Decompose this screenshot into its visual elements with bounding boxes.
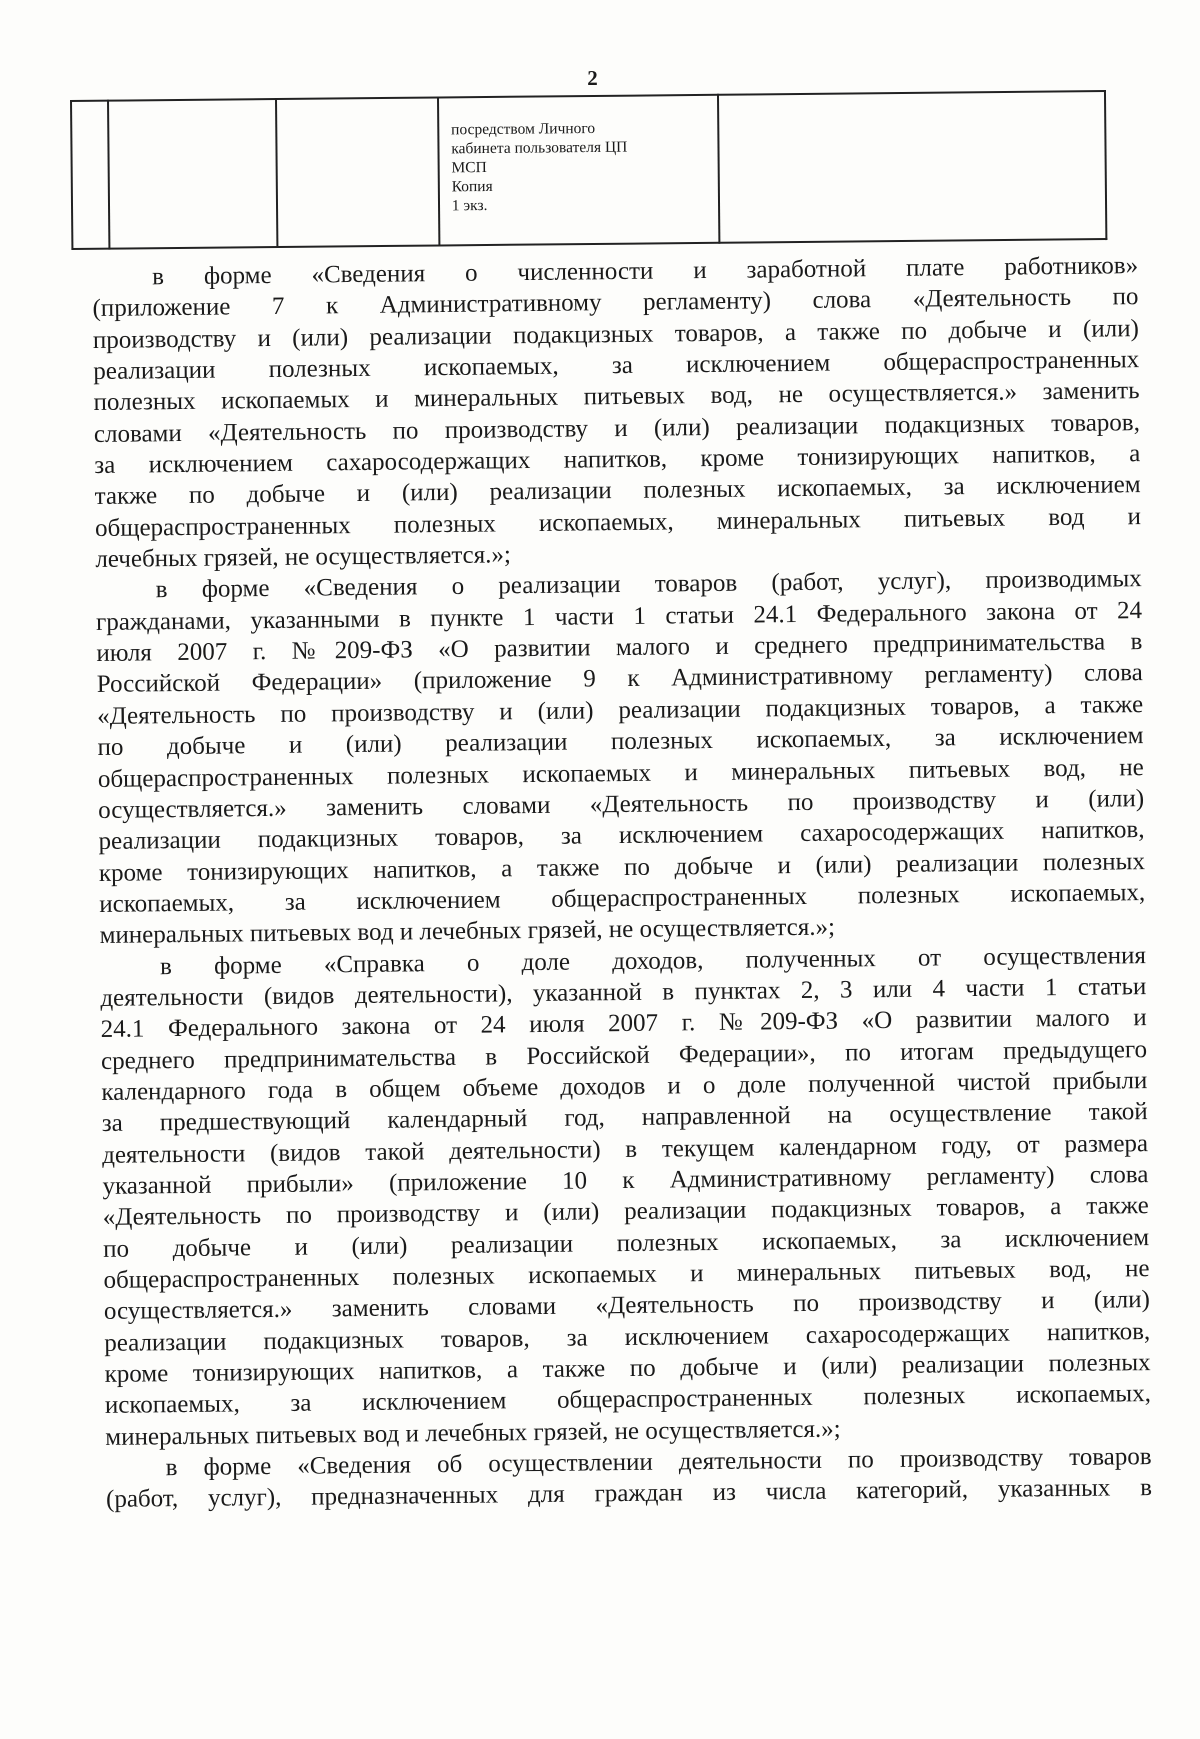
text-line: деятельности (видов деятельности), указанной в пунктах 2, 3 или 4 части 1 статьи	[100, 972, 1147, 1012]
text-line: «Деятельность по производству и (или) реализации подакцизных товаров, а также	[102, 1192, 1149, 1232]
text-line: деятельности (видов такой деятельности) в текущем календарном году, от размера	[101, 1129, 1149, 1169]
cell-line: посредством Личного	[451, 119, 596, 139]
text-line: гражданами, указанными в пункте 1 части 1 статьи 24.1 Федерального закона от 24	[95, 596, 1143, 636]
text-line: осуществляется.» заменить словами «Деятельность по производству и (или)	[103, 1286, 1150, 1326]
cell-text	[439, 96, 719, 216]
paragraph	[100, 940, 1152, 1453]
text-line: общераспространенных полезных ископаемых и минеральных питьевых вод, не	[97, 753, 1144, 793]
cell-line: кабинета пользователя ЦП	[451, 138, 628, 158]
page-number: 2	[587, 66, 598, 90]
text-line: общераспространенных полезных ископаемых, минеральных питьевых вод и	[94, 502, 1142, 542]
text-line: июля 2007 г. №209-ФЗ «О развитии малого и среднего предпринимательства в	[96, 628, 1143, 668]
text-line: в форме «Сведения об осуществлении деятельности по производству товаров	[165, 1443, 1152, 1482]
table-cell-5	[718, 91, 1106, 243]
text-line: по добыче и (или) реализации полезных ископаемых, за исключением	[97, 722, 1144, 762]
text-line: также по добыче и (или) реализации полезных ископаемых, за исключением	[94, 471, 1141, 511]
table-cell-1	[71, 101, 110, 249]
text-line: Российской Федерации» (приложение 9 к Административному регламенту) слова	[96, 659, 1143, 699]
text-line: полезных ископаемых и минеральных питьевых вод, не осуществляется.» заменить	[93, 377, 1140, 417]
continuation-table	[70, 90, 1107, 250]
text-line: лечебных грязей, не осуществляется.»;	[95, 541, 512, 574]
text-line: ископаемых, за исключением общераспространенных полезных ископаемых,	[104, 1380, 1152, 1420]
text-line: «Деятельность по производству и (или) реализации подакцизных товаров, а также	[97, 690, 1144, 730]
text-line: реализации подакцизных товаров, за исключением сахаросодержащих напитков,	[98, 816, 1145, 856]
text-line: минеральных питьевых вод и лечебных грязей, не осуществляется.»;	[105, 1415, 841, 1451]
text-line: реализации полезных ископаемых, за исключением общераспространенных	[93, 346, 1140, 386]
text-line: минеральных питьевых вод и лечебных грязей, не осуществляется.»;	[99, 913, 836, 950]
table-cell-3	[276, 97, 439, 247]
text-line: ископаемых, за исключением общераспространенных полезных ископаемых,	[99, 878, 1146, 918]
text-line: за исключением сахаросодержащих напитков, кроме тонизирующих напитков, а	[94, 440, 1141, 480]
cell-line: МСП	[451, 159, 487, 177]
paragraph	[106, 1441, 1153, 1516]
cell-line: Копия	[451, 177, 493, 196]
text-line: указанной прибыли» (приложение 10 к Административному регламенту) слова	[102, 1161, 1149, 1200]
text-line: в форме «Справка о доле доходов, полученных от осуществления	[159, 941, 1147, 980]
text-line: осуществляется.» заменить словами «Деятельность по производству и (или)	[98, 784, 1145, 824]
table-cell-4	[438, 95, 720, 246]
paragraph	[96, 564, 1146, 952]
text-line: 24.1 Федерального закона от 24 июля 2007 г. №209-ФЗ «О развитии малого и	[100, 1004, 1147, 1044]
text-line: словами «Деятельность по производству и (или) реализации подакцизных товаров,	[93, 408, 1141, 448]
body-text	[92, 250, 1152, 1516]
text-line: реализации подакцизных товаров, за исключением сахаросодержащих напитков,	[104, 1317, 1151, 1357]
text-line: (работ, услуг), предназначенных для граждан из числа категорий, указанных в	[105, 1474, 1153, 1514]
text-line: в форме «Сведения о реализации товаров (работ, услуг), производимых	[155, 565, 1142, 604]
text-line: среднего предпринимательства в Российской Федерации», по итогам предыдущего	[100, 1035, 1148, 1075]
table-row	[71, 91, 1106, 249]
text-line: общераспространенных полезных ископаемых и минеральных питьевых вод, не	[103, 1255, 1150, 1294]
text-line: производству и (или) реализации подакцизных товаров, а также по добыче и (или)	[92, 314, 1139, 354]
text-line: (приложение 7 к Административному регламенту) слова «Деятельность по	[92, 283, 1139, 323]
text-line: по добыче и (или) реализации полезных ископаемых, за исключением	[103, 1223, 1150, 1263]
text-line: за предшествующий календарный год, направленной на осуществление такой	[101, 1098, 1148, 1138]
text-line: календарного года в общем объеме доходов и о доле полученной чистой прибыли	[101, 1067, 1148, 1106]
text-line: кроме тонизирующих напитков, а также по добыче и (или) реализации полезных	[104, 1349, 1151, 1388]
cell-line: 1 экз.	[451, 196, 488, 215]
text-line: в форме «Сведения о численности и заработной плате работников»	[152, 252, 1139, 291]
paragraph	[92, 250, 1141, 575]
table-cell-2	[108, 99, 277, 249]
text-line: кроме тонизирующих напитков, а также по добыче и (или) реализации полезных	[98, 847, 1146, 887]
